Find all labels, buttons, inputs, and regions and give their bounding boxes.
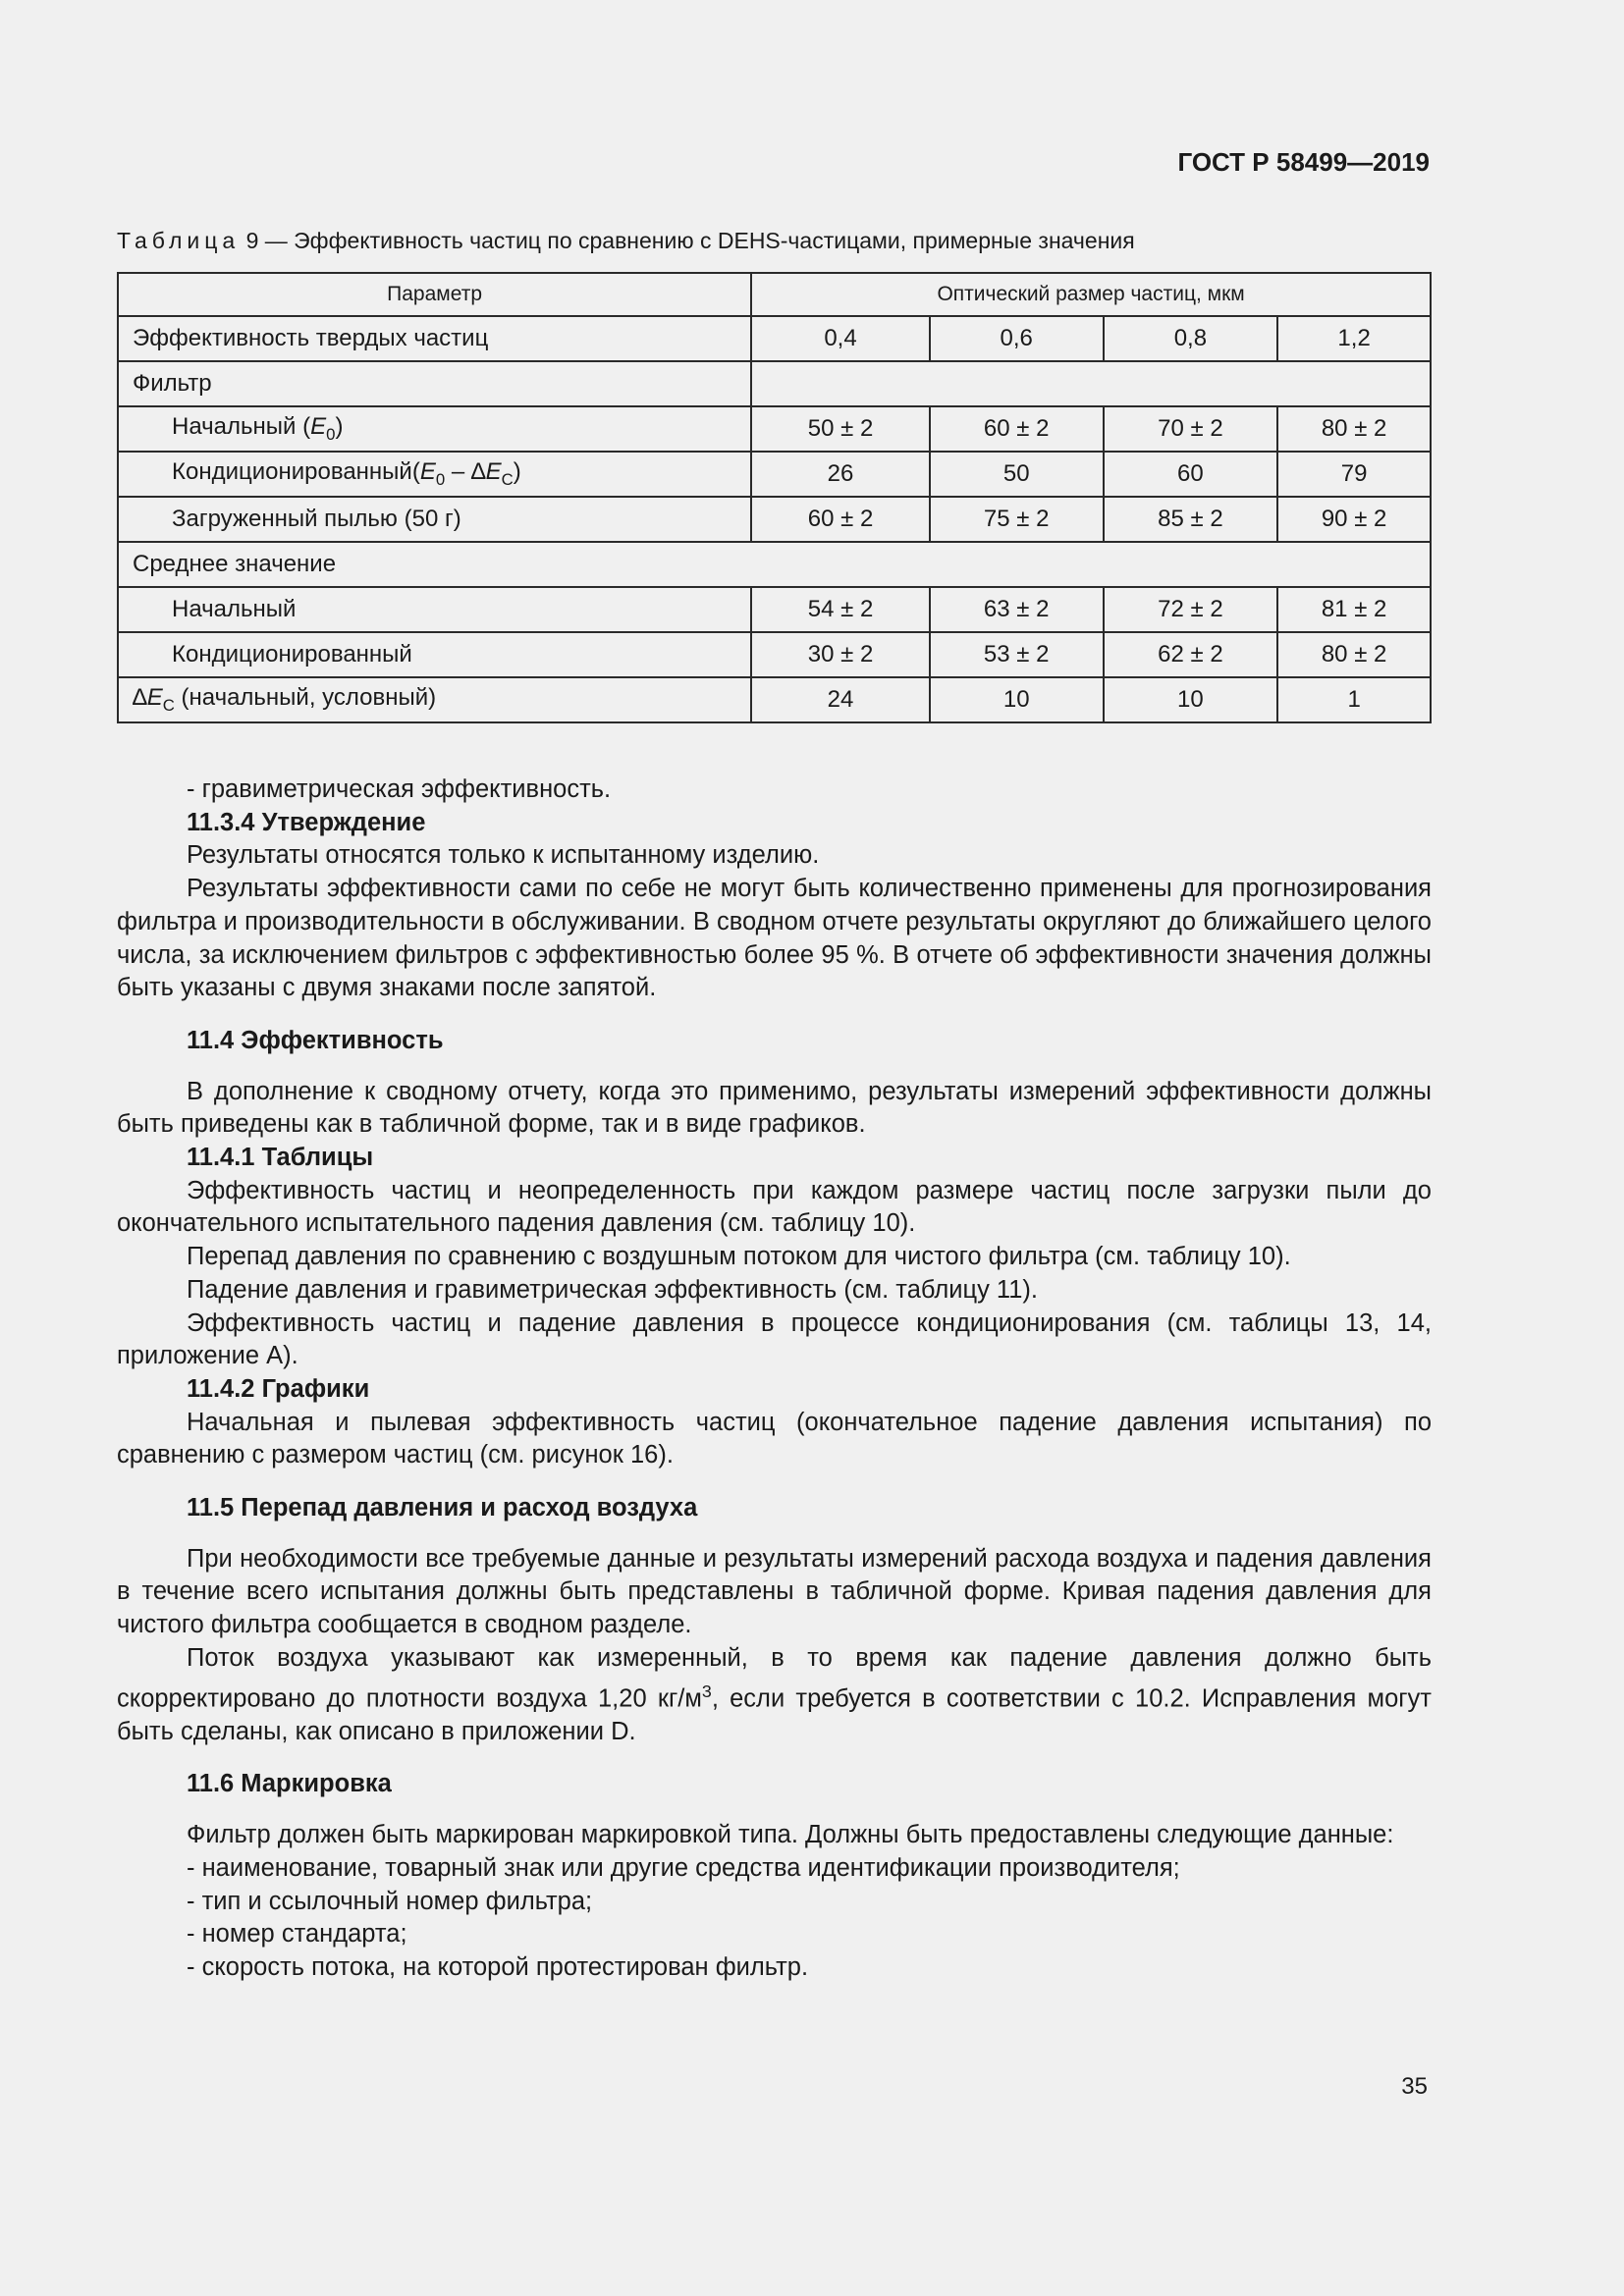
cell-value: 10 bbox=[1104, 677, 1278, 722]
cell-value: 60 ± 2 bbox=[930, 406, 1104, 452]
table-row-dust-loaded bbox=[118, 497, 1431, 542]
paragraph: В дополнение к сводному отчету, когда это применимо, результаты измерений эффективности должны быть приведены как в табличной форме, так и в виде графиков. bbox=[117, 1077, 1432, 1139]
table-row-solid bbox=[118, 316, 1431, 361]
header-parameter: Параметр bbox=[118, 273, 751, 316]
cell-value: 60 ± 2 bbox=[751, 497, 930, 542]
cell-value: 54 ± 2 bbox=[751, 587, 930, 632]
cell-label: $Кондиционированный(E_0 - \Delta E_C)$ bbox=[118, 452, 751, 497]
table-caption-label: Таблица bbox=[117, 228, 241, 253]
paragraph: Падение давления и гравиметрическая эффективность (см. таблицу 11). bbox=[187, 1275, 1038, 1304]
cell-value: 1 bbox=[1277, 677, 1431, 722]
list-item: - скорость потока, на которой протестирован фильтр. bbox=[187, 1953, 809, 1981]
paragraph: Поток воздуха указывают как измеренный, в то время как падение давления должно быть скорректировано до плотности воздуха 1,20 $кг/м^3$, если требуется в соответствии с 10.2. Исправления могут быть сделаны, как описано в приложении D. bbox=[117, 1643, 1432, 1745]
cell-group-label: Среднее значение bbox=[118, 542, 1431, 587]
cell-value: 81 ± 2 bbox=[1277, 587, 1431, 632]
cell-label: Начальный bbox=[118, 587, 751, 632]
paragraph: Фильтр должен быть маркирован маркировкой типа. Должны быть предоставлены следующие данные: bbox=[187, 1821, 1394, 1849]
header-particle-size: Оптический размер частиц, мкм bbox=[751, 273, 1431, 316]
table-row-mean-conditioned bbox=[118, 632, 1431, 677]
cell-value: 24 bbox=[751, 677, 930, 722]
cell-value: 53 ± 2 bbox=[930, 632, 1104, 677]
cell-group-label: Фильтр bbox=[118, 361, 751, 406]
list-item: - наименование, товарный знак или другие средства идентификации производителя; bbox=[187, 1853, 1180, 1882]
cell-value: 10 bbox=[930, 677, 1104, 722]
cell-value: 80 ± 2 bbox=[1277, 406, 1431, 452]
paragraph: Начальная и пылевая эффективность частиц (окончательное падение давления испытания) по сравнению с размером частиц (см. рисунок 16). bbox=[117, 1408, 1432, 1469]
heading-11-3-4: 11.3.4 Утверждение bbox=[187, 808, 426, 836]
cell-label: Загруженный пылью (50 г) bbox=[118, 497, 751, 542]
cell-value: 72 ± 2 bbox=[1104, 587, 1278, 632]
table-header-row bbox=[118, 273, 1431, 316]
table-caption bbox=[117, 228, 1135, 254]
cell-label: Эффективность твердых частиц bbox=[118, 316, 751, 361]
list-item: - тип и ссылочный номер фильтра; bbox=[187, 1887, 593, 1915]
cell-value: 63 ± 2 bbox=[930, 587, 1104, 632]
table-caption-text: 9 — Эффективность частиц по сравнению с DEHS-частицами, примерные значения bbox=[240, 228, 1135, 253]
cell-value: 26 bbox=[751, 452, 930, 497]
cell-value: 30 ± 2 bbox=[751, 632, 930, 677]
heading-11-4-2: 11.4.2 Графики bbox=[187, 1374, 370, 1403]
cell-empty bbox=[751, 361, 1431, 406]
paragraph: Результаты эффективности сами по себе не могут быть количественно применены для прогнозирования фильтра и производительности в обслуживании. В сводном отчете результаты округляют до ближайшего целого числа, за исключением фильтров с эффективностью более 95 %. В отчете об эффективности значения должны быть указаны с двумя знаками после запятой. bbox=[117, 875, 1432, 1002]
table-row-group-filter bbox=[118, 361, 1431, 406]
cell-value: 1,2 bbox=[1277, 316, 1431, 361]
cell-value: 60 bbox=[1104, 452, 1278, 497]
cell-value: 79 bbox=[1277, 452, 1431, 497]
cell-value: 0,8 bbox=[1104, 316, 1278, 361]
list-item: - номер стандарта; bbox=[187, 1920, 407, 1949]
cell-value: 70 ± 2 bbox=[1104, 406, 1278, 452]
cell-value: 85 ± 2 bbox=[1104, 497, 1278, 542]
table-row-delta bbox=[118, 677, 1431, 722]
body-text bbox=[117, 774, 1432, 1985]
table-row-conditioned bbox=[118, 452, 1431, 497]
paragraph: При необходимости все требуемые данные и результаты измерений расхода воздуха и падения давления в течение всего испытания должны быть представлены в табличной форме. Кривая падения давления для чистого фильтра сообщается в сводном разделе. bbox=[117, 1544, 1432, 1639]
cell-value: 0,6 bbox=[930, 316, 1104, 361]
cell-value: 0,4 bbox=[751, 316, 930, 361]
paragraph: Эффективность частиц и падение давления в процессе кондиционирования (см. таблицы 13, 14, приложение А). bbox=[117, 1308, 1432, 1370]
heading-11-4: 11.4 Эффективность bbox=[187, 1026, 444, 1054]
cell-value: 50 bbox=[930, 452, 1104, 497]
table-9 bbox=[117, 272, 1432, 723]
cell-value: 75 ± 2 bbox=[930, 497, 1104, 542]
paragraph: Перепад давления по сравнению с воздушным потоком для чистого фильтра (см. таблицу 10). bbox=[187, 1243, 1291, 1271]
paragraph: Эффективность частиц и неопределенность при каждом размере частиц после загрузки пыли до окончательного испытательного падения давления (см. таблицу 10). bbox=[117, 1176, 1432, 1238]
cell-label: $\Delta E_C$ (начальный, условный) bbox=[118, 677, 751, 722]
cell-label: Начальный $(E_0)$ bbox=[118, 406, 751, 452]
heading-11-6: 11.6 Маркировка bbox=[187, 1770, 392, 1798]
list-item: - гравиметрическая эффективность. bbox=[187, 775, 612, 803]
table-row-group-mean bbox=[118, 542, 1431, 587]
heading-11-5: 11.5 Перепад давления и расход воздуха bbox=[187, 1494, 698, 1522]
table-row-initial bbox=[118, 406, 1431, 452]
heading-11-4-1: 11.4.1 Таблицы bbox=[187, 1144, 374, 1172]
cell-value: 90 ± 2 bbox=[1277, 497, 1431, 542]
cell-value: 50 ± 2 bbox=[751, 406, 930, 452]
cell-value: 80 ± 2 bbox=[1277, 632, 1431, 677]
cell-value: 62 ± 2 bbox=[1104, 632, 1278, 677]
page-number: 35 bbox=[1401, 2073, 1428, 2100]
paragraph: Результаты относятся только к испытанному изделию. bbox=[187, 841, 820, 870]
document-id: ГОСТ Р 58499—2019 bbox=[1177, 147, 1430, 177]
cell-label: Кондиционированный bbox=[118, 632, 751, 677]
table-row-mean-initial bbox=[118, 587, 1431, 632]
